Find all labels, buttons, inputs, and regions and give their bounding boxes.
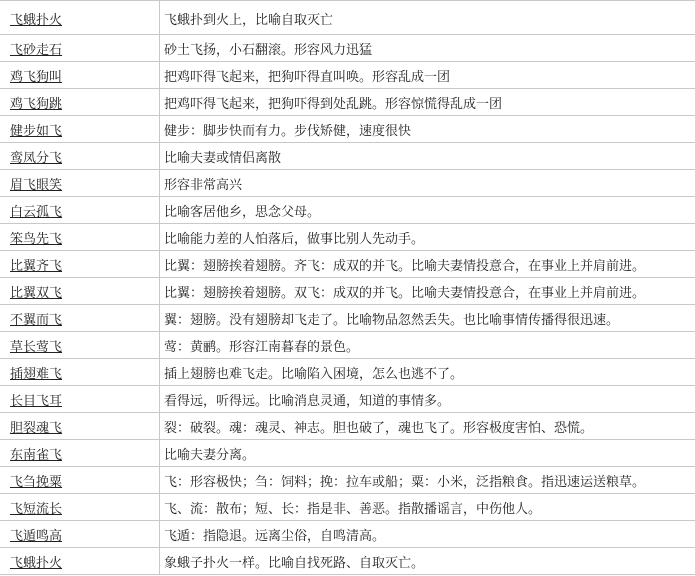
idiom-link[interactable]: 鸾凤分飞 (10, 150, 63, 166)
idiom-link[interactable]: 鸡飞狗跳 (10, 96, 63, 112)
definition-cell: 飞蛾扑到火上，比喻自取灭亡 (164, 13, 334, 28)
idiom-link[interactable]: 飞遁鸣高 (10, 528, 63, 544)
definition-cell: 比喻夫妻分离。 (164, 447, 256, 463)
term-cell (0, 332, 160, 358)
definition-cell: 飞：形容极快；刍：饲料；挽：拉车或船；粟：小米，泛指粮食。指迅速运送粮草。 (164, 474, 646, 490)
term-cell (0, 413, 160, 439)
definition-cell: 比喻客居他乡，思念父母。 (164, 204, 321, 220)
term-cell (0, 224, 160, 250)
idiom-link[interactable]: 长目飞耳 (10, 393, 63, 409)
definition-cell: 看得远，听得远。比喻消息灵通，知道的事情多。 (164, 393, 451, 409)
idiom-link[interactable]: 白云孤飞 (10, 204, 63, 220)
term-cell (0, 440, 160, 466)
term-cell (0, 386, 160, 412)
table-row (0, 278, 695, 305)
table-row (0, 332, 695, 359)
idiom-link[interactable]: 不翼而飞 (10, 312, 63, 328)
term-cell (0, 1, 160, 34)
term-cell (0, 278, 160, 304)
idiom-link[interactable]: 飞砂走石 (10, 42, 63, 58)
table-row (0, 521, 695, 548)
term-cell (0, 116, 160, 142)
definition-cell: 形容非常高兴 (164, 177, 243, 193)
definition-cell: 飞遁：指隐退。远离尘俗，自鸣清高。 (164, 528, 386, 544)
table-row (0, 359, 695, 386)
idiom-link[interactable]: 比翼齐飞 (10, 258, 63, 274)
table-row (0, 35, 695, 62)
definition-cell: 比喻能力差的人怕落后，做事比别人先动手。 (164, 231, 425, 247)
term-cell (0, 143, 160, 169)
term-cell (0, 251, 160, 277)
definition-cell: 砂土飞扬，小石翻滚。形容风力迅猛 (164, 42, 373, 58)
table-row (0, 440, 695, 467)
idiom-link[interactable]: 插翅难飞 (10, 366, 63, 382)
idiom-link[interactable]: 飞蛾扑火 (10, 13, 63, 28)
term-cell (0, 494, 160, 520)
definition-cell: 比翼：翅膀挨着翅膀。齐飞：成双的并飞。比喻夫妻情投意合，在事业上并肩前进。 (164, 258, 646, 274)
definition-cell: 比喻夫妻或情侣离散 (164, 150, 282, 166)
table-row (0, 197, 695, 224)
term-cell (0, 197, 160, 223)
table-row (0, 386, 695, 413)
definition-cell: 健步：脚步快而有力。步伐矫健，速度很快 (164, 123, 412, 139)
term-cell (0, 89, 160, 115)
table-row (0, 1, 695, 35)
term-cell (0, 305, 160, 331)
term-cell (0, 521, 160, 547)
table-row (0, 548, 695, 575)
definition-cell: 翼：翅膀。没有翅膀却飞走了。比喻物品忽然丢失。也比喻事情传播得很迅速。 (164, 312, 620, 328)
definition-cell: 飞、流：散布；短、长：指是非、善恶。指散播谣言，中伤他人。 (164, 501, 542, 517)
idiom-link[interactable]: 东南雀飞 (10, 447, 63, 463)
idiom-link[interactable]: 眉飞眼笑 (10, 177, 63, 193)
idiom-link[interactable]: 飞刍挽粟 (10, 474, 63, 490)
table-row (0, 305, 695, 332)
term-cell (0, 62, 160, 88)
definition-cell: 把鸡吓得飞起来，把狗吓得直叫唤。形容乱成一团 (164, 69, 451, 85)
idiom-link[interactable]: 飞蛾扑火 (10, 555, 63, 571)
table-row (0, 116, 695, 143)
table-row (0, 224, 695, 251)
definition-cell: 裂：破裂。魂：魂灵、神志。胆也破了，魂也飞了。形容极度害怕、恐慌。 (164, 420, 594, 436)
idiom-link[interactable]: 健步如飞 (10, 123, 63, 139)
table-row (0, 494, 695, 521)
table-row (0, 143, 695, 170)
idiom-link[interactable]: 胆裂魂飞 (10, 420, 63, 436)
term-cell (0, 170, 160, 196)
term-cell (0, 548, 160, 574)
table-row (0, 62, 695, 89)
term-cell (0, 35, 160, 61)
definition-cell: 比翼：翅膀挨着翅膀。双飞：成双的并飞。比喻夫妻情投意合，在事业上并肩前进。 (164, 285, 646, 301)
idiom-link[interactable]: 比翼双飞 (10, 285, 63, 301)
definition-cell: 象蛾子扑火一样。比喻自找死路、自取灭亡。 (164, 555, 425, 571)
term-cell (0, 467, 160, 493)
definition-cell: 插上翅膀也难飞走。比喻陷入困境，怎么也逃不了。 (164, 366, 464, 382)
idiom-link[interactable]: 笨鸟先飞 (10, 231, 63, 247)
idiom-link[interactable]: 飞短流长 (10, 501, 63, 517)
idiom-link[interactable]: 鸡飞狗叫 (10, 69, 63, 85)
definition-cell: 把鸡吓得飞起来，把狗吓得到处乱跳。形容惊慌得乱成一团 (164, 96, 503, 112)
table-row (0, 467, 695, 494)
table-row (0, 251, 695, 278)
table-row (0, 170, 695, 197)
idiom-link[interactable]: 草长莺飞 (10, 339, 63, 355)
table-row (0, 89, 695, 116)
table-row (0, 413, 695, 440)
term-cell (0, 359, 160, 385)
definition-cell: 莺：黄鹂。形容江南暮春的景色。 (164, 339, 360, 355)
